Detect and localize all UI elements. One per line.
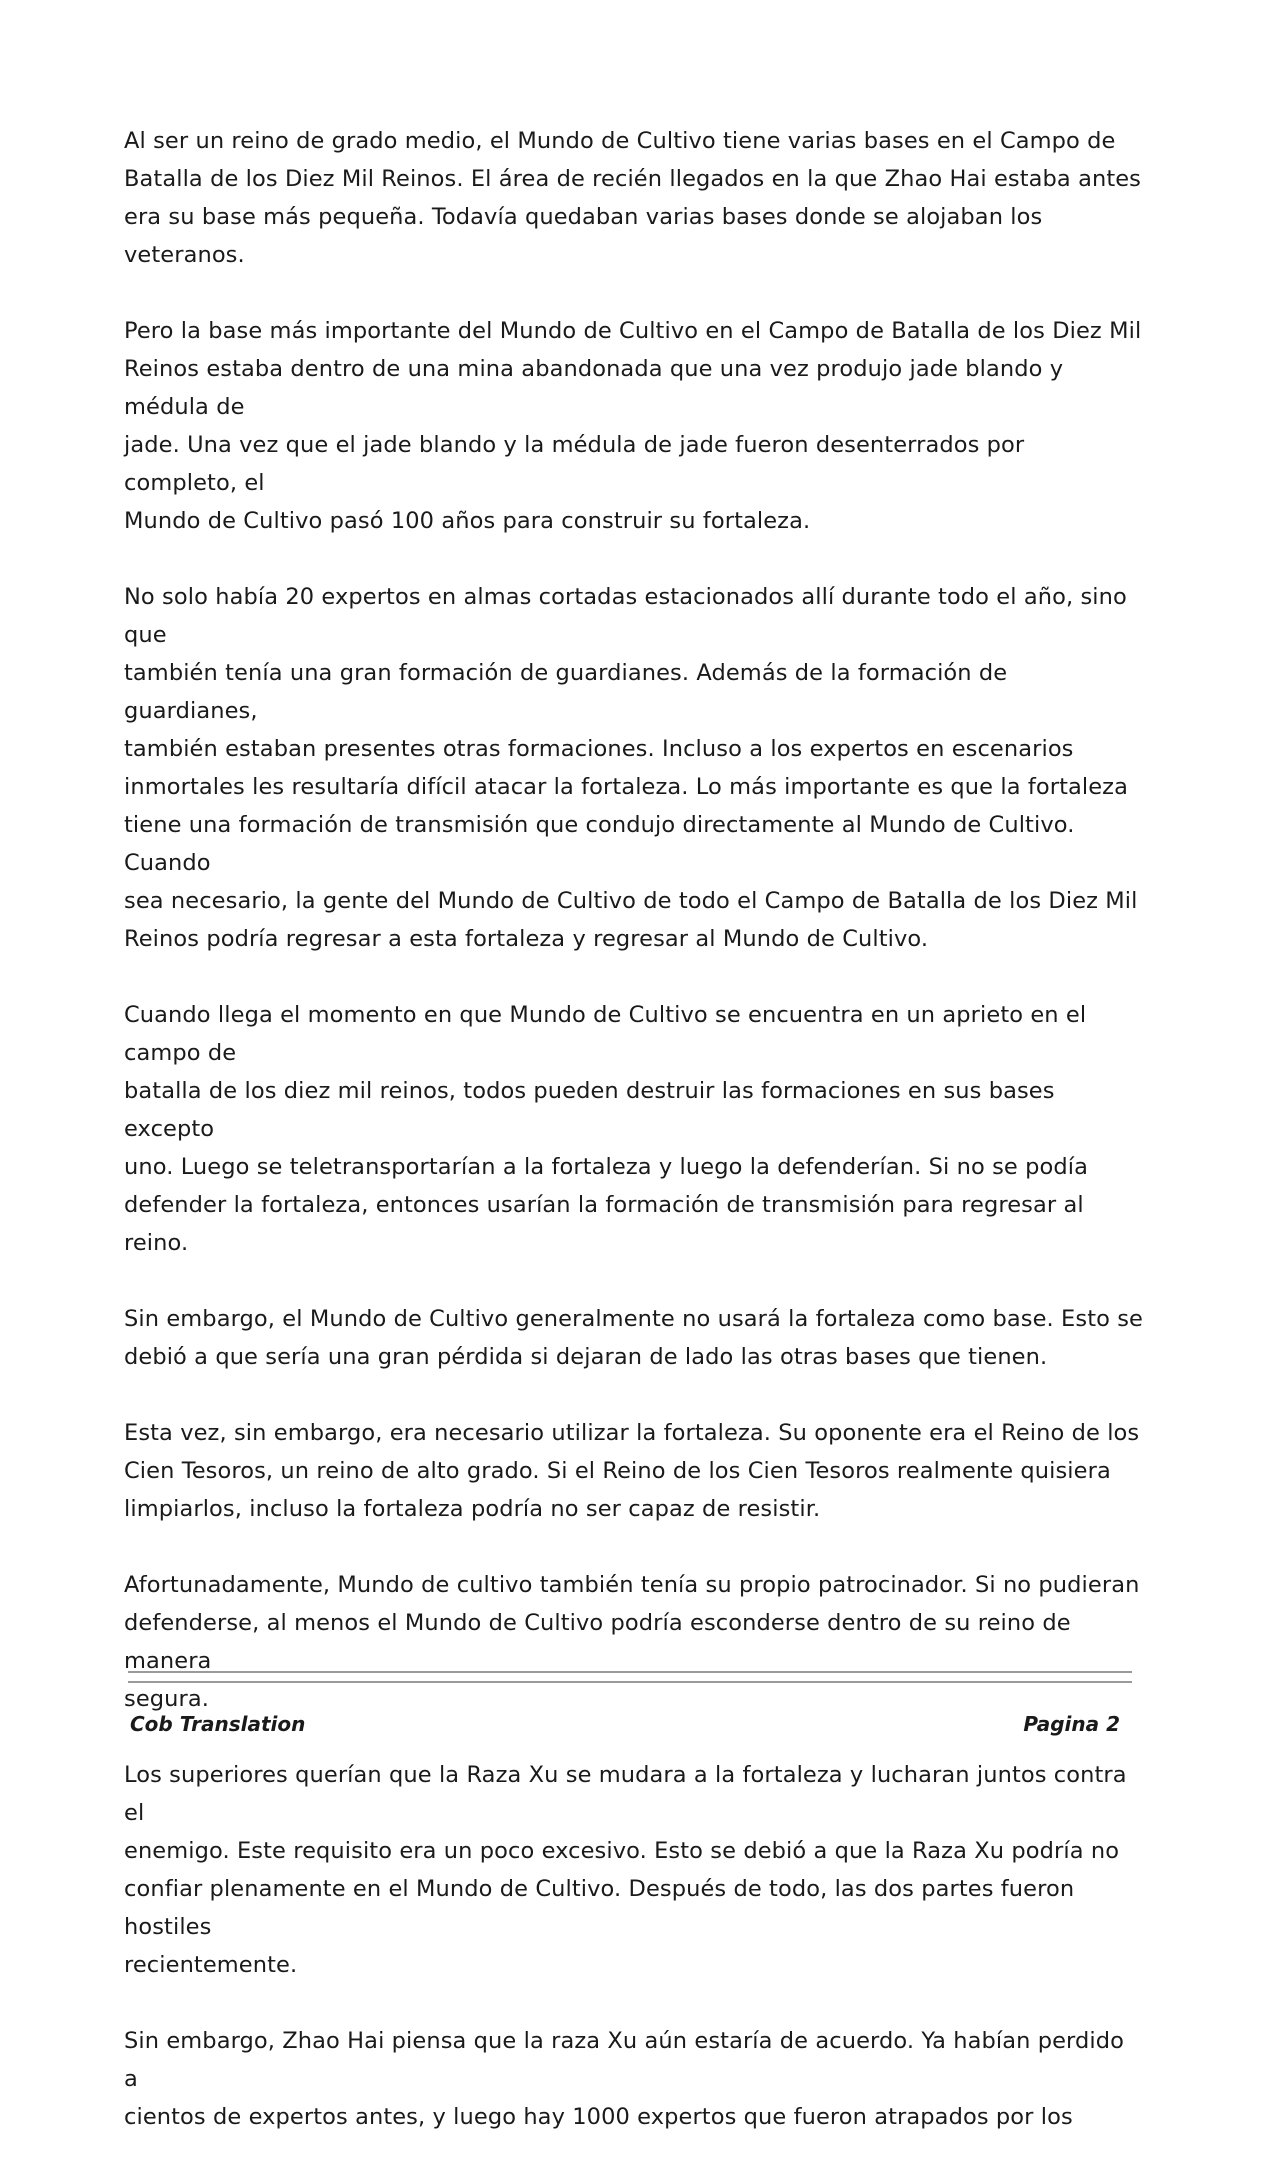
footer-divider-top xyxy=(128,1671,1132,1673)
paragraph-7: Afortunadamente, Mundo de cultivo también tenía su propio patrocinador. Si no pudieran defenderse, al menos el Mundo de Cultivo podría esconderse dentro de su reino de manera segura. xyxy=(124,1572,1140,1712)
footer-divider-bottom xyxy=(128,1681,1132,1683)
footer-page-number: Pagina 2 xyxy=(1023,1712,1120,1736)
paragraph-8: Los superiores querían que la Raza Xu se mudara a la fortaleza y lucharan juntos contra el enemigo. Este requisito era un poco excesivo. Esto se debió a que la Raza Xu podría no confiar plenamente en el Mundo de Cultivo. Después de todo, las dos partes fueron hostiles recientemente. xyxy=(124,1762,1127,1978)
paragraph-9: Sin embargo, Zhao Hai piensa que la raza Xu aún estaría de acuerdo. Ya habían perdido a cientos de expertos antes, y luego hay 1000 expertos que fueron atrapados por los xyxy=(124,2028,1124,2130)
document-body xyxy=(124,122,1144,2174)
paragraph-4: Cuando llega el momento en que Mundo de Cultivo se encuentra en un aprieto en el campo de batalla de los diez mil reinos, todos pueden destruir las formaciones en sus bases excepto uno. Luego se teletransportarían a la fortaleza y luego la defenderían. Si no se podía defender la fortaleza, entonces usarían la formación de transmisión para regresar al reino. xyxy=(124,1002,1088,1256)
paragraph-3: No solo había 20 expertos en almas cortadas estacionados allí durante todo el año, sino que también tenía una gran formación de guardianes. Además de la formación de guardianes, también estaban presentes otras formaciones. Incluso a los expertos en escenarios inmortales les resultaría difícil atacar la fortaleza. Lo más importante es que la fortaleza tiene una formación de transmisión que condujo directamente al Mundo de Cultivo. Cuando sea necesario, la gente del Mundo de Cultivo de todo el Campo de Batalla de los Diez Mil Reinos podría regresar a esta fortaleza y regresar al Mundo de Cultivo. xyxy=(124,584,1138,952)
paragraph-1: Al ser un reino de grado medio, el Mundo de Cultivo tiene varias bases en el Campo de Batalla de los Diez Mil Reinos. El área de recién llegados en la que Zhao Hai estaba antes era su base más pequeña. Todavía quedaban varias bases donde se alojaban los veteranos. xyxy=(124,128,1142,268)
paragraph-2: Pero la base más importante del Mundo de Cultivo en el Campo de Batalla de los Diez Mil Reinos estaba dentro de una mina abandonada que una vez produjo jade blando y médula de jade. Una vez que el jade blando y la médula de jade fueron desenterrados por completo, el Mundo de Cultivo pasó 100 años para construir su fortaleza. xyxy=(124,318,1142,534)
paragraph-5: Sin embargo, el Mundo de Cultivo generalmente no usará la fortaleza como base. Esto se debió a que sería una gran pérdida si dejaran de lado las otras bases que tienen. xyxy=(124,1306,1144,1370)
footer-translator-credit: Cob Translation xyxy=(130,1712,306,1736)
paragraph-6: Esta vez, sin embargo, era necesario utilizar la fortaleza. Su oponente era el Reino de los Cien Tesoros, un reino de alto grado. Si el Reino de los Cien Tesoros realmente quisiera limpiarlos, incluso la fortaleza podría no ser capaz de resistir. xyxy=(124,1420,1140,1522)
